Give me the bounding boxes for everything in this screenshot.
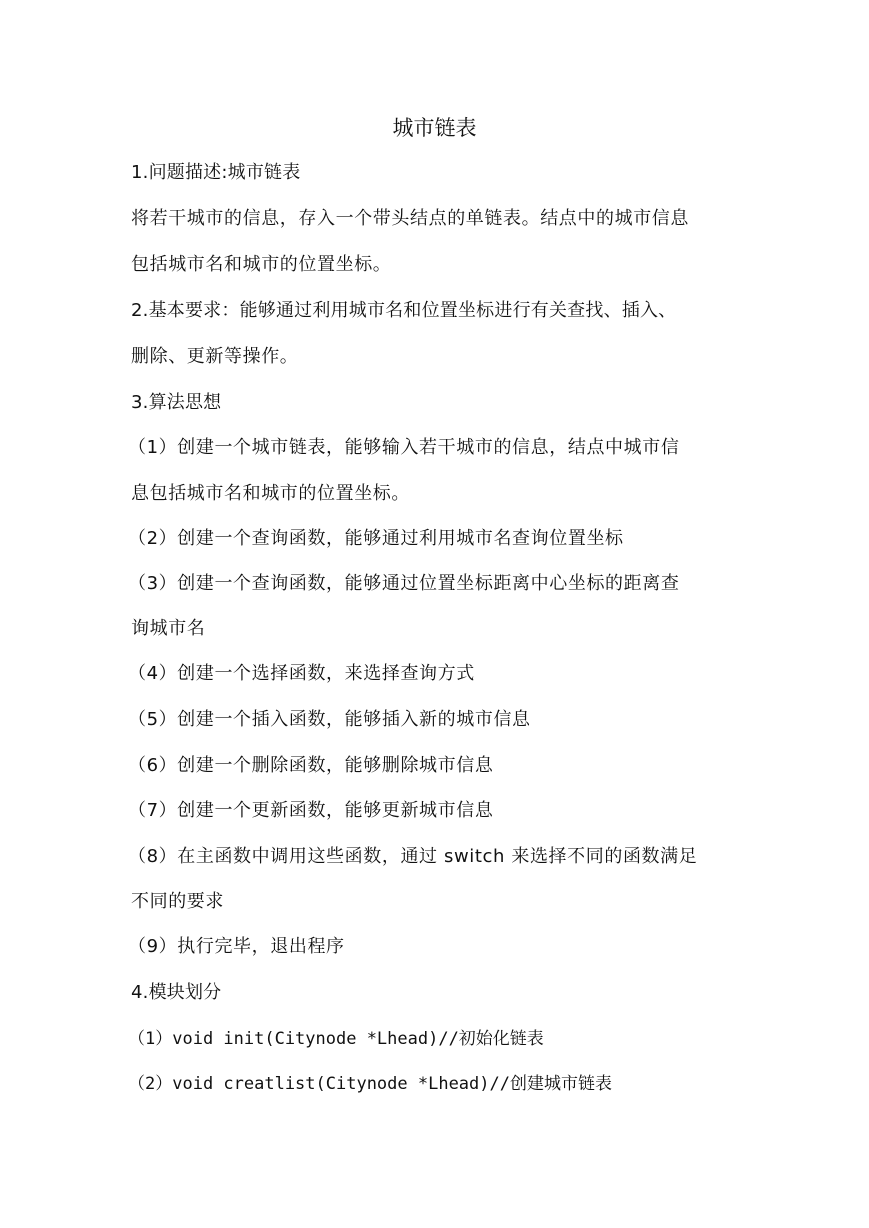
code-list-item: （2）void creatlist(Citynode *Lhead)//创建城市链表 [128,1074,612,1094]
list-item: （8）在主函数中调用这些函数，通过 switch 来选择不同的函数满足 [128,846,698,867]
list-item: （7）创建一个更新函数，能够更新城市信息 [128,800,494,821]
section-heading-problem: 1.问题描述:城市链表 [131,162,301,183]
list-item: （9）执行完毕，退出程序 [128,936,345,957]
list-item: （6）创建一个删除函数，能够删除城市信息 [128,755,494,776]
paragraph-line: 包括城市名和城市的位置坐标。 [131,254,392,275]
list-item-continuation: 不同的要求 [131,891,224,912]
code-list-item: （1）void init(Citynode *Lhead)//初始化链表 [128,1029,544,1049]
list-item: （2）创建一个查询函数，能够通过利用城市名查询位置坐标 [128,528,624,549]
list-item-continuation: 息包括城市名和城市的位置坐标。 [131,483,410,504]
section-heading-modules: 4.模块划分 [131,982,222,1003]
list-item: （3）创建一个查询函数，能够通过位置坐标距离中心坐标的距离查 [128,573,680,594]
list-item: （1）创建一个城市链表，能够输入若干城市的信息，结点中城市信 [128,437,680,458]
list-item: （4）创建一个选择函数，来选择查询方式 [128,663,475,684]
document-title: 城市链表 [392,116,477,140]
section-heading-algorithm: 3.算法思想 [131,392,222,413]
paragraph-line: 删除、更新等操作。 [131,346,299,367]
section-heading-requirements: 2.基本要求：能够通过利用城市名和位置坐标进行有关查找、插入、 [131,300,677,321]
paragraph-line: 将若干城市的信息，存入一个带头结点的单链表。结点中的城市信息 [131,208,689,229]
list-item-continuation: 询城市名 [131,618,206,639]
list-item: （5）创建一个插入函数，能够插入新的城市信息 [128,709,531,730]
